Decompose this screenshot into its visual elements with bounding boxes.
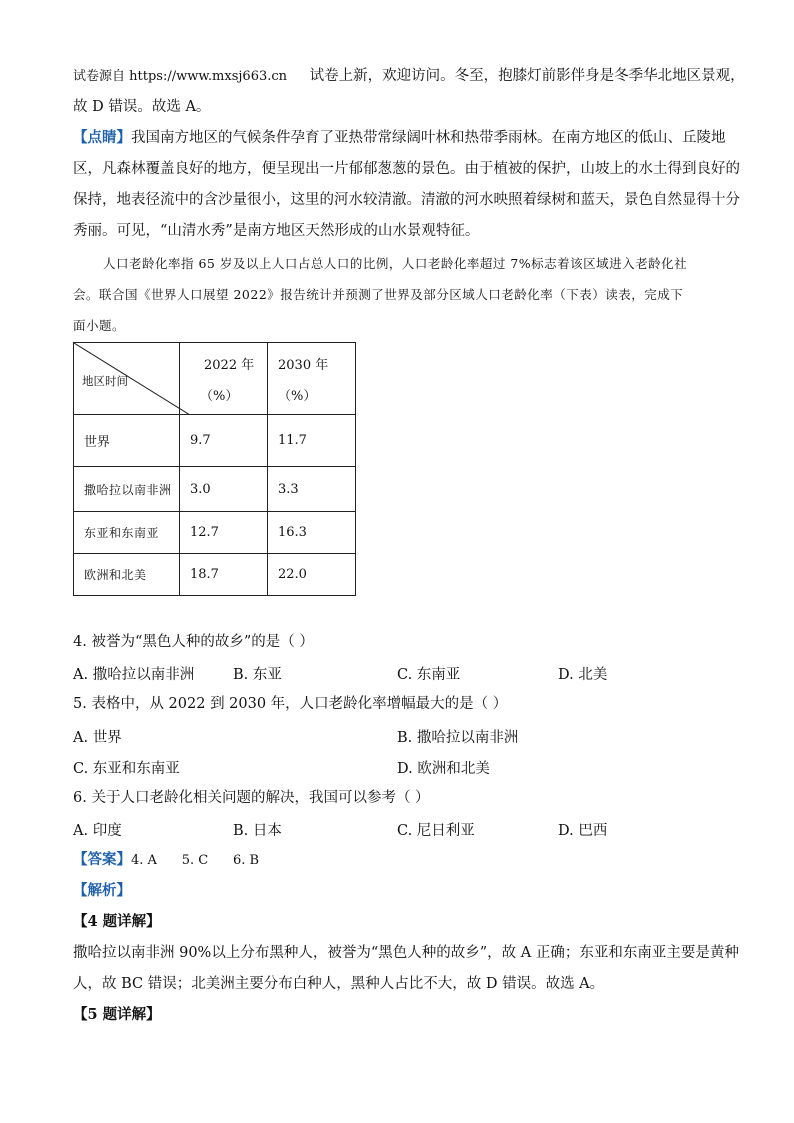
q4-option-c[interactable]: C. 东南亚	[397, 667, 461, 683]
q4-option-d[interactable]: D. 北美	[558, 667, 608, 683]
value-2022-cell: 12.7	[180, 512, 268, 554]
q6-option-a[interactable]: A. 印度	[73, 823, 122, 839]
table-corner-cell	[74, 343, 180, 415]
q6-option-b[interactable]: B. 日本	[233, 823, 282, 839]
answer-text: 4. A 5. C 6. B	[131, 853, 260, 868]
analysis-tag: 【解析】	[73, 882, 131, 899]
q5-option-d[interactable]: D. 欧洲和北美	[397, 761, 490, 777]
table-row	[74, 467, 356, 512]
intro-line-3: 面小题。	[73, 318, 126, 333]
dianjing-line-4: 秀丽。可见，“山清水秀”是南方地区天然形成的山水景观特征。	[73, 223, 480, 239]
watermark-source: 试卷源自 https://www.mxsj663.cn	[73, 69, 288, 84]
q4-detail-line-2: 人，故 BC 错误；北美洲主要分布白种人，黑种人占比不大，故 D 错误。故选 A。	[73, 976, 605, 992]
header-line-2: 故 D 错误。故选 A。	[73, 99, 211, 115]
value-2022-cell: 3.0	[180, 467, 268, 512]
question-5: 5. 表格中，从 2022 到 2030 年，人口老龄化率增幅最大的是（ ）	[73, 696, 508, 712]
header-2030	[268, 343, 356, 415]
value-2030-cell: 16.3	[268, 512, 356, 554]
question-4: 4. 被誉为“黑色人种的故乡”的是（ ）	[73, 634, 314, 650]
q5-detail-heading: 【5 题详解】	[73, 1006, 161, 1023]
header-2022-year: 2022 年	[204, 357, 255, 373]
dianjing-line-2: 区，凡森林覆盖良好的地方，便呈现出一片郁郁葱葱的景色。由于植被的保护，山坡上的水土得到良好的	[73, 161, 740, 177]
q4-detail-heading: 【4 题详解】	[73, 913, 161, 930]
region-cell: 世界	[74, 415, 180, 467]
table-corner-label: 地区时间	[82, 374, 128, 388]
intro-line-1: 人口老龄化率指 65 岁及以上人口占总人口的比例，人口老龄化率超过 7%标志着该区域进入老龄化社	[103, 256, 688, 271]
q4-option-b[interactable]: B. 东亚	[233, 667, 282, 683]
dianjing-text-1: 我国南方地区的气候条件孕育了亚热带常绿阔叶林和热带季雨林。在南方地区的低山、丘陵地	[131, 130, 726, 146]
header-2030-unit: （%）	[278, 388, 317, 404]
q5-option-c[interactable]: C. 东亚和东南亚	[73, 761, 180, 777]
value-2022-cell: 9.7	[180, 415, 268, 467]
value-2030-cell: 11.7	[268, 415, 356, 467]
header-2030-year: 2030 年	[278, 357, 329, 373]
aging-rate-table	[73, 342, 356, 596]
header-2022-unit: （%）	[200, 388, 239, 404]
intro-line-2: 会。联合国《世界人口展望 2022》报告统计并预测了世界及部分区域人口老龄化率（下表）读表，完成下	[73, 287, 684, 302]
q5-option-a[interactable]: A. 世界	[73, 730, 122, 746]
header-text: 试卷上新，欢迎访问。冬至，抱膝灯前影伴身是冬季华北地区景观，	[309, 68, 745, 84]
analysis-tag-line	[73, 881, 131, 901]
q5-option-b[interactable]: B. 撒哈拉以南非洲	[397, 730, 519, 746]
q6-option-c[interactable]: C. 尼日利亚	[397, 823, 475, 839]
q4-option-a[interactable]: A. 撒哈拉以南非洲	[73, 667, 195, 683]
answer-tag: 【答案】	[73, 851, 131, 868]
dianjing-line-3: 保持，地表径流中的含沙量很小，这里的河水较清澈。清澈的河水映照着绿树和蓝天，景色自然显得十分	[73, 192, 740, 208]
region-cell: 东亚和东南亚	[74, 512, 180, 554]
value-2022-cell: 18.7	[180, 554, 268, 596]
answer-line	[73, 850, 259, 871]
q6-option-d[interactable]: D. 巴西	[558, 823, 608, 839]
value-2030-cell: 3.3	[268, 467, 356, 512]
table-row	[74, 415, 356, 467]
dianjing-tag: 【点睛】	[73, 129, 131, 146]
header-line-1	[73, 66, 745, 87]
dianjing-line-1	[73, 128, 726, 148]
table-row	[74, 512, 356, 554]
value-2030-cell: 22.0	[268, 554, 356, 596]
region-cell: 撒哈拉以南非洲	[74, 467, 180, 512]
header-2022	[180, 343, 268, 415]
table-row	[74, 554, 356, 596]
q4-detail-line-1: 撒哈拉以南非洲 90%以上分布黑种人，被誉为“黑色人种的故乡”，故 A 正确；东亚和东南亚主要是黄种	[73, 945, 739, 961]
question-6: 6. 关于人口老龄化相关问题的解决，我国可以参考（ ）	[73, 790, 430, 806]
region-cell: 欧洲和北美	[74, 554, 180, 596]
